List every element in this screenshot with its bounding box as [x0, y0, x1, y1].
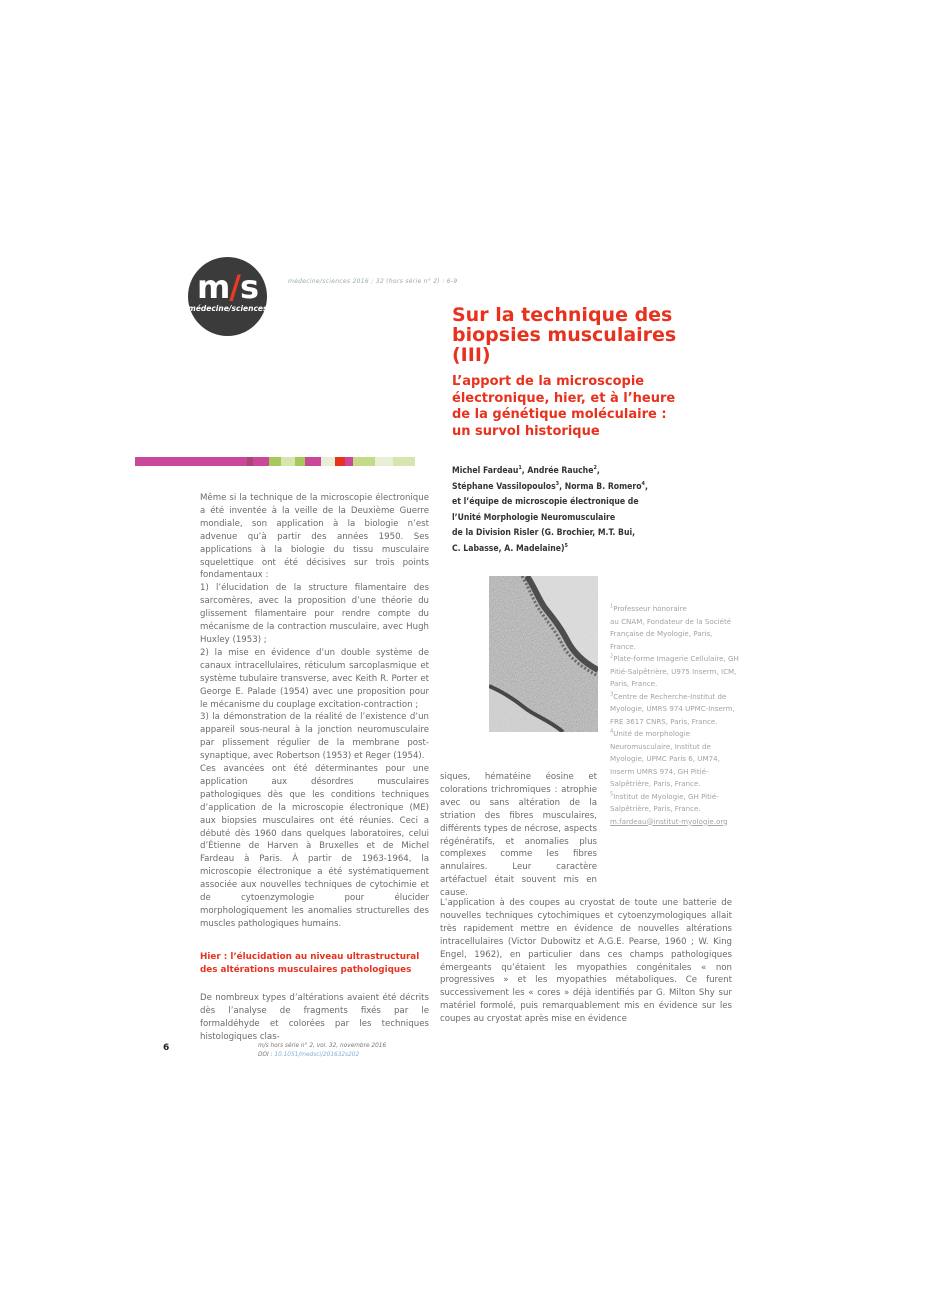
band-segment [335, 457, 345, 466]
band-segment [163, 457, 191, 466]
band-segment [295, 457, 305, 466]
logo-brand: m/s [196, 268, 259, 306]
article-subtitle: L’apport de la microscopie électronique, hier, et à l’heure de la génétique moléculaire : un survol historique [452, 374, 676, 439]
micrograph-image [489, 576, 598, 732]
doi-link[interactable]: 10.1051/medsci/201632s202 [274, 1052, 360, 1058]
logo-subtitle: médecine/sciences [188, 304, 268, 313]
author-list: Michel Fardeau$^1$, Andrée Rauche$^2$, Stéphane Vassilopoulos$^3$, Norma B. Romero$^4$, et l’équipe de microscopie électronique de l’Unité Morphologie Neuromusculaire de la Division Risler (G. Brochier, M.T. Bui, C. Labasse, A. Madelaine)$^5$ [452, 465, 648, 554]
paragraph: Même si la technique de la microscopie électronique a été inventée à la veille de la Deuxième Guerre mondiale, son application à la biologie n’est advenue qu’à partir des années 1950. Ses applications à la biologie du tissu musculaire squelettique ont été décisives sur trois points fondamentaux : [200, 493, 429, 581]
band-segment [281, 457, 295, 466]
band-segment [219, 457, 247, 466]
band-segment [393, 457, 415, 466]
page-number: 6 [163, 1043, 170, 1053]
article-title: Sur la technique des biopsies musculaires (III) [452, 304, 677, 366]
journal-reference: médecine/sciences 2016 ; 32 (hors série n° 2) : 6-9 [288, 278, 458, 285]
color-band [135, 457, 415, 466]
paragraph: 1) l’élucidation de la structure filamentaire des sarcomères, avec la proposition d’une théorie du glissement filamentaire pour rendre compte du mécanisme de la contraction musculaire, avec Hugh Huxley (1953) ; [200, 583, 429, 645]
band-segment [375, 457, 393, 466]
electron-micrograph [489, 576, 598, 732]
band-segment [353, 457, 375, 466]
author-email-link[interactable]: m.fardeau@institut-myologie.org [610, 816, 728, 826]
journal-logo [188, 257, 267, 336]
band-segment [305, 457, 321, 466]
footer-citation: m/s hors série n° 2, vol. 32, novembre 2016 [258, 1043, 387, 1049]
body-column-right [440, 897, 732, 1026]
paragraph: Ces avancées ont été déterminantes pour une application aux désordres musculaires pathologiques dès que les conditions techniques d’application de la microscopie électronique (ME) aux biopsies musculaires ont été réunies. Ceci a débuté dès 1960 dans quelques laboratoires, celui d’Étienne de Harven à Bruxelles et de Michel Fardeau à Paris. À partir de 1963-1964, la microscopie électronique a été systématiquement associée aux nouvelles techniques de cytochimie et de cytoenzymologie pour élucider morphologiquement les anomalies structurelles des muscles pathologiques humains. [200, 764, 429, 929]
paragraph: L’application à des coupes au cryostat de toute une batterie de nouvelles techniques cytochimiques et cytoenzymologiques allait très rapidement mettre en évidence de nouvelles altérations intracellulaires (Victor Dubowitz et A.G.E. Pearse, 1960 ; W. King Engel, 1962), en particulier dans ces champs pathologiques émergeants qu’étaient les myopathies congénitales « non progressives » et les myopathies métaboliques. Ce furent successivement les « cores » déjà identifiés par G. Milton Shy sur matériel formolé, puis remarquablement mis en évidence sur les coupes au cryostat après mise en évidence [440, 898, 732, 1025]
section-heading: Hier : l’élucidation au niveau ultrastructural des altérations musculaires pathologiques [200, 951, 420, 976]
band-segment [321, 457, 335, 466]
paragraph: 2) la mise en évidence d’un double système de canaux intracellulaires, réticulum sarcoplasmique et système tubulaire transverse, avec Keith R. Porter et George E. Palade (1954) avec une proposition pour le mécanisme du couplage excitation-contraction ; [200, 647, 429, 710]
page-footer [258, 1042, 386, 1060]
band-segment [135, 457, 163, 466]
band-segment [191, 457, 219, 466]
paragraph: 3) la démonstration de la réalité de l’existence d’un appareil sous-neural à la jonction neuromusculaire par plissement régulier de la membrane post-synaptique, avec Robertson (1953) et Reger (1954). [200, 712, 429, 762]
band-segment [345, 457, 353, 466]
paragraph: siques, hématéine éosine et colorations trichromiques : atrophie avec ou sans altération de la striation des fibres musculaires, différents types de nécrose, aspects régénératifs, et anomalies plus complexes comme les fibres annulaires. Leur caractère artéfactuel était souvent mis en cause. [440, 772, 597, 899]
body-column-left [200, 492, 429, 1043]
footer-doi: DOI : 10.1051/medsci/201632s202 [258, 1052, 360, 1058]
body-column-middle [440, 771, 597, 900]
band-segment [269, 457, 281, 466]
band-segment [253, 457, 269, 466]
paragraph: De nombreux types d’altérations avaient été décrits dès l’analyse de fragments fixés par le formaldéhyde et colorées par les techniques histologiques clas- [200, 992, 429, 1042]
affiliations: $^1$Professeur honoraire au CNAM, Fondateur de la Société Française de Myologie, Paris, France. $^2$Plate-forme Imagerie Cellulaire, GH Pitié-Salpêtrière, U975 Inserm, ICM, Paris, France. $^3$Centre de Recherche-Institut de Myologie, UMRS 974 UPMC-Inserm, FRE 3617 CNRS, Paris, France. $^4$Unité de morphologie Neuromusculaire, Institut de Myologie, UPMC Paris 6, UM74, Inserm UMRS 974, GH Pitié-Salpêtrière, Paris, France. $^5$Institut de Myologie, GH Pitié-Salpêtrière, Paris, France. m.fardeau@institut-myologie.org [610, 603, 739, 826]
